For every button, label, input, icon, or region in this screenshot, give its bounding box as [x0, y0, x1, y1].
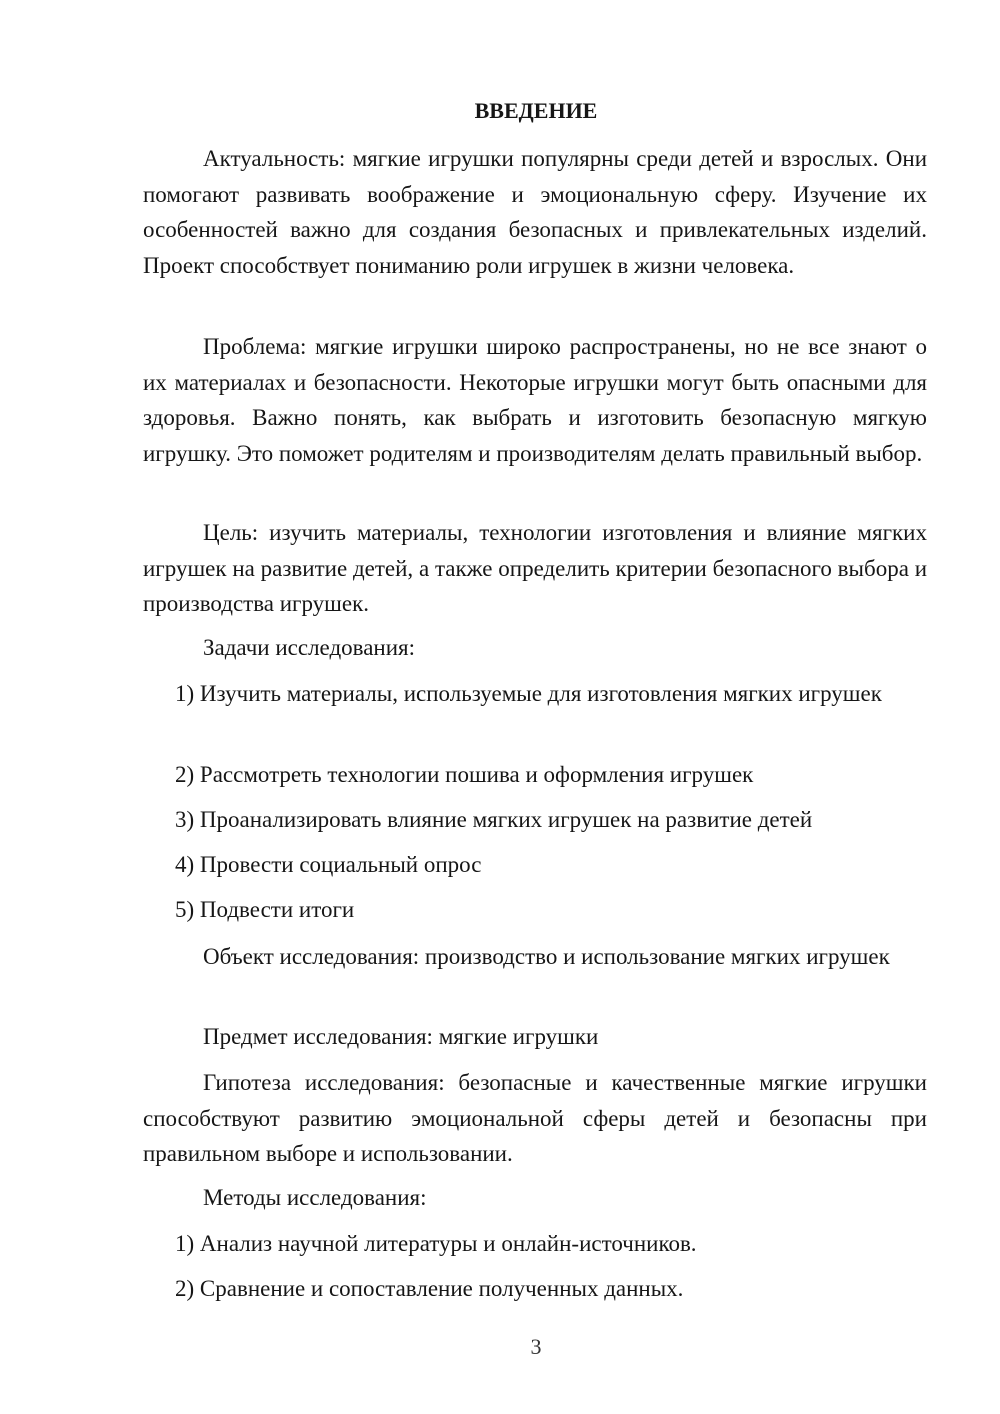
methods-heading: [143, 1180, 927, 1216]
hypothesis-text: Гипотеза исследования: безопасные и качественные мягкие игрушки способствуют развитию эмоциональной сферы детей и безопасны при правильном выборе и использовании.: [143, 1070, 927, 1166]
task-item: 3) Проанализировать влияние мягких игрушек на развитие детей: [175, 807, 813, 832]
hypothesis-paragraph: [143, 1065, 927, 1172]
relevance-paragraph: [143, 141, 927, 283]
problem-text: Проблема: мягкие игрушки широко распространены, но не все знают о их материалах и безопасности. Некоторые игрушки могут быть опасными для здоровья. Важно понять, как выбрать и изготовить безопасную мягкую игрушку. Это поможет родителям и производителям делать правильный выбор.: [143, 334, 927, 466]
subject-text: Предмет исследования: мягкие игрушки: [203, 1024, 599, 1049]
page-number: 3: [530, 1334, 542, 1359]
task-item: 4) Провести социальный опрос: [175, 852, 482, 877]
object-paragraph: [143, 939, 927, 975]
methods-heading-text: Методы исследования:: [203, 1185, 427, 1210]
tasks-heading: [143, 630, 927, 666]
tasks-heading-text: Задачи исследования:: [203, 635, 416, 660]
task-item: 1) Изучить материалы, используемые для изготовления мягких игрушек: [175, 681, 882, 706]
object-text: Объект исследования: производство и использование мягких игрушек: [203, 944, 890, 969]
method-item: 1) Анализ научной литературы и онлайн-источников.: [175, 1231, 697, 1256]
goal-text: Цель: изучить материалы, технологии изготовления и влияние мягких игрушек на развитие детей, а также определить критерии безопасного выбора и производства игрушек.: [143, 520, 927, 616]
goal-paragraph: [143, 515, 927, 622]
task-item: 5) Подвести итоги: [175, 897, 355, 922]
page-title: ВВЕДЕНИЕ: [474, 98, 598, 123]
problem-paragraph: [143, 329, 927, 471]
method-item: 2) Сравнение и сопоставление полученных данных.: [175, 1276, 684, 1301]
task-item: 2) Рассмотреть технологии пошива и оформления игрушек: [175, 762, 754, 787]
relevance-text: Актуальность: мягкие игрушки популярны среди детей и взрослых. Они помогают развивать воображение и эмоциональную сферу. Изучение их особенностей важно для создания безопасных и привлекательных изделий. Проект способствует пониманию роли игрушек в жизни человека.: [143, 146, 927, 278]
subject-paragraph: [143, 1019, 927, 1055]
